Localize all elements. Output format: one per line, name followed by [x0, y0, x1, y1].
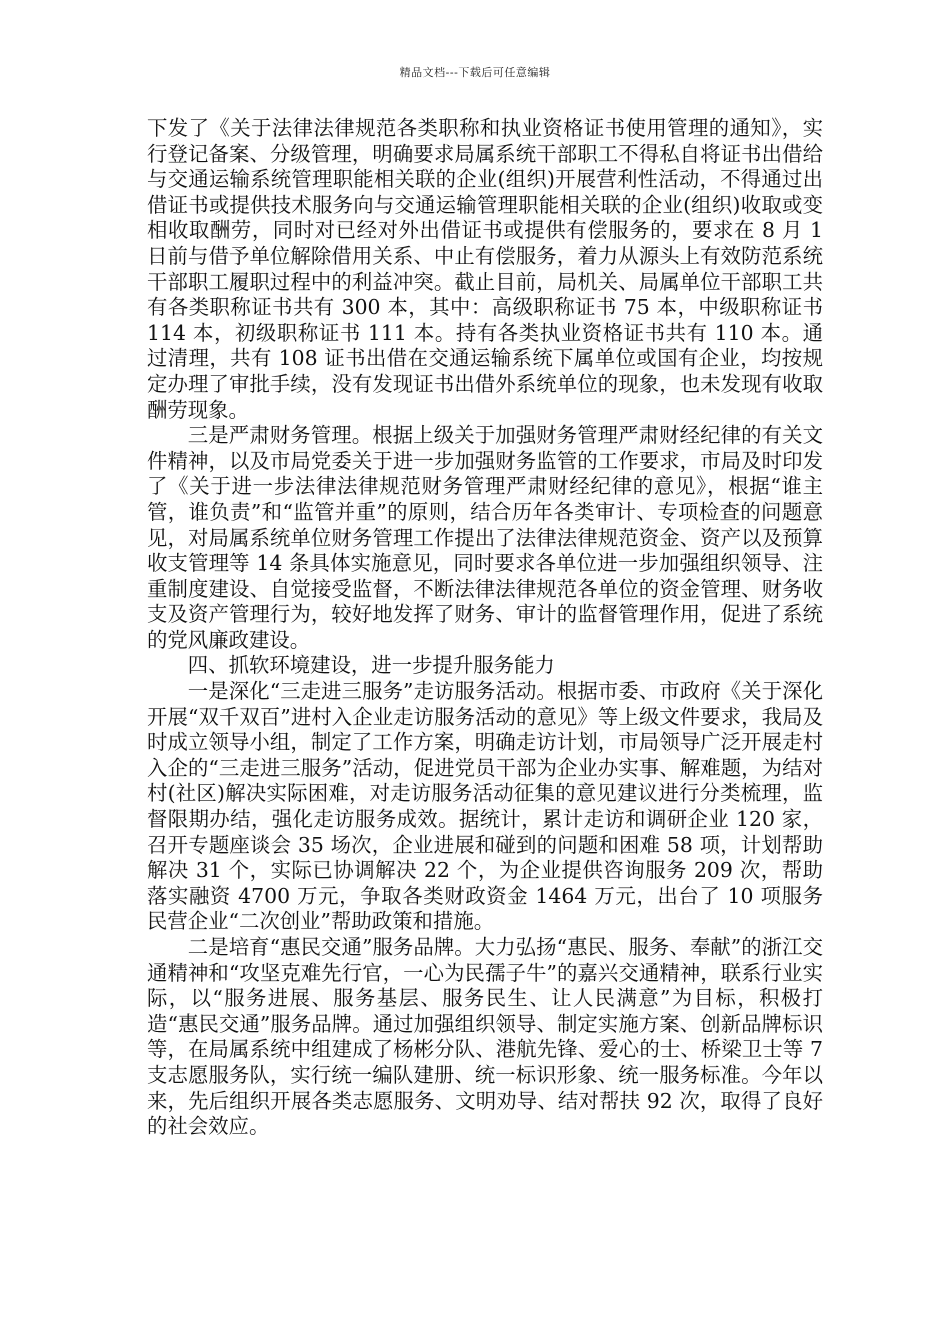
paragraph-certificate-management: 下发了《关于法律法律规范各类职称和执业资格证书使用管理的通知》，实行登记备案、分级管理，明确要求局属系统干部职工不得私自将证书出借给与交通运输系统管理职能相关联的企业(组织)开展营利性活动，不得通过出借证书或提供技术服务向与交通运输管理职能相关联的企业(组织)收取或变相收取酬劳，同时对已经对外出借证书或提供有偿服务的，要求在 8 月 1 日前与借予单位解除借用关系、中止有偿服务，着力从源头上有效防范系统干部职工履职过程中的利益冲突。截止目前，局机关、局属单位干部职工共有各类职称证书共有 300 本，其中：高级职称证书 75 本，中级职称证书 114 本，初级职称证书 111 本。持有各类执业资格证书共有 110 本。通过清理，共有 108 证书出借在交通运输系统下属单位或国有企业，均按规定办理了审批手续，没有发现证书出借外系统单位的现象，也未发现有收取酬劳现象。 — [147, 116, 823, 422]
page-header: 精品文档---下载后可任意编辑 — [399, 66, 551, 79]
paragraph-service-brand: 二是培育“惠民交通”服务品牌。大力弘扬“惠民、服务、奉献”的浙江交通精神和“攻坚克难先行官，一心为民孺子牛”的嘉兴交通精神，联系行业实际，以“服务进展、服务基层、服务民生、让人民满意”为目标，积极打造“惠民交通”服务品牌。通过加强组织领导、制定实施方案、创新品牌标识等，在局属系统中组建成了杨彬分队、港航先锋、爱心的士、桥梁卫士等 7 支志愿服务队，实行统一编队建册、统一标识形象、统一服务标准。今年以来，先后组织开展各类志愿服务、文明劝导、结对帮扶 92 次，取得了良好的社会效应。 — [147, 935, 823, 1139]
section-heading-soft-environment: 四、抓软环境建设，进一步提升服务能力 — [187, 653, 555, 678]
paragraph-visit-service: 一是深化“三走进三服务”走访服务活动。根据市委、市政府《关于深化开展“双千双百”进村入企业走访服务活动的意见》等上级文件要求，我局及时成立领导小组，制定了工作方案，明确走访计划，市局领导广泛开展走村入企的“三走进三服务”活动，促进党员干部为企业办实事、解难题，为结对村(社区)解决实际困难，对走访服务活动征集的意见建议进行分类梳理，监督限期办结，强化走访服务成效。据统计，累计走访和调研企业 120 家，召开专题座谈会 35 场次，企业进展和碰到的问题和困难 58 项，计划帮助解决 31 个，实际已协调解决 22 个，为企业提供咨询服务 209 次，帮助落实融资 4700 万元，争取各类财政资金 1464 万元，出台了 10 项服务民营企业“二次创业”帮助政策和措施。 — [147, 679, 823, 934]
paragraph-financial-management: 三是严肃财务管理。根据上级关于加强财务管理严肃财经纪律的有关文件精神，以及市局党委关于进一步加强财务监管的工作要求，市局及时印发了《关于进一步法律法律规范财务管理严肃财经纪律的意见》，根据“谁主管，谁负责”和“监管并重”的原则，结合历年各类审计、专项检查的问题意见，对局属系统单位财务管理工作提出了法律法律规范资金、资产以及预算收支管理等 14 条具体实施意见，同时要求各单位进一步加强组织领导、注重制度建设、自觉接受监督，不断法律法律规范各单位的资金管理、财务收支及资产管理行为，较好地发挥了财务、审计的监督管理作用，促进了系统的党风廉政建设。 — [147, 423, 823, 652]
document-body — [147, 116, 823, 1140]
